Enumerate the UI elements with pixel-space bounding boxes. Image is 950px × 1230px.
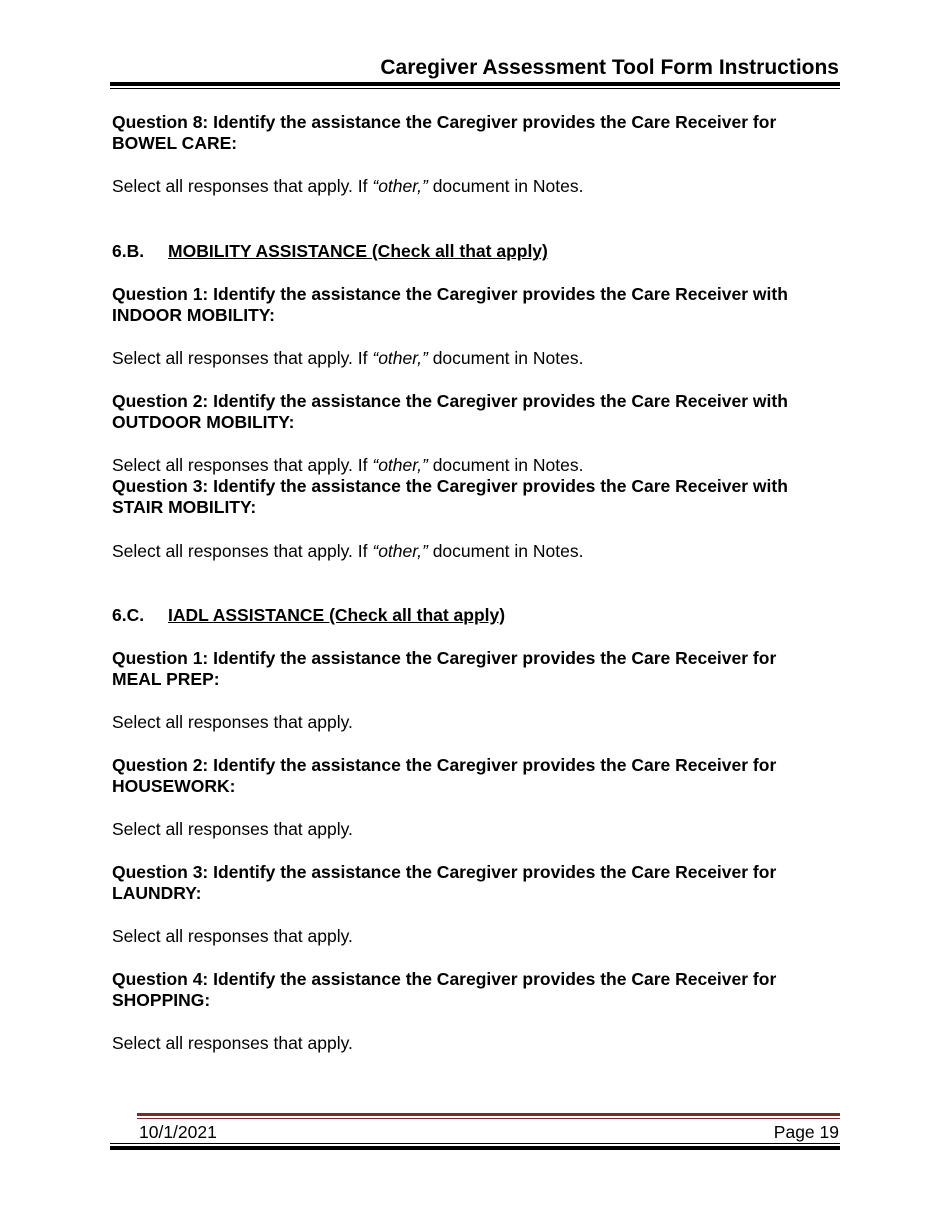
question-bowel-care: [112, 112, 840, 154]
question-text: Question 8: Identify the assistance the Caregiver provides the Care Receiver for: [112, 112, 777, 132]
section-heading-6b: [112, 241, 840, 262]
footer-rule-bottom-thick: [110, 1146, 840, 1150]
question-text: Question 2: Identify the assistance the Caregiver provides the Care Receiver with: [112, 391, 788, 411]
footer-rule-bottom-thin: [110, 1143, 840, 1144]
instruction-laundry: Select all responses that apply.: [112, 926, 353, 946]
question-topic: STAIR MOBILITY:: [112, 497, 257, 517]
instruction-meal-prep: Select all responses that apply.: [112, 712, 353, 732]
question-text: Question 1: Identify the assistance the Caregiver provides the Care Receiver for: [112, 648, 777, 668]
header-rule-thick: [110, 82, 840, 86]
question-outdoor-mobility: [112, 391, 840, 433]
question-stair-mobility: [112, 476, 840, 518]
instruction-stair-mobility: Select all responses that apply. If “other,” document in Notes.: [112, 541, 584, 561]
question-topic: LAUNDRY:: [112, 883, 202, 903]
instruction-outdoor-mobility: Select all responses that apply. If “other,” document in Notes.: [112, 455, 584, 475]
footer-rule-top-thin: [137, 1118, 840, 1119]
question-topic: OUTDOOR MOBILITY:: [112, 412, 295, 432]
question-topic: HOUSEWORK:: [112, 776, 236, 796]
instruction-shopping: Select all responses that apply.: [112, 1033, 353, 1053]
question-topic: INDOOR MOBILITY:: [112, 305, 275, 325]
section-number: 6.B.: [112, 241, 145, 261]
instruction-housework: Select all responses that apply.: [112, 819, 353, 839]
question-indoor-mobility: [112, 284, 840, 326]
header-rule-thin: [110, 88, 840, 89]
section-heading-6c: [112, 605, 840, 626]
question-text: Question 3: Identify the assistance the Caregiver provides the Care Receiver for: [112, 862, 777, 882]
question-laundry: [112, 862, 840, 904]
section-title: IADL ASSISTANCE (Check all that apply): [168, 605, 506, 625]
question-text: Question 4: Identify the assistance the Caregiver provides the Care Receiver for: [112, 969, 777, 989]
question-housework: [112, 755, 840, 797]
question-topic: MEAL PREP:: [112, 669, 220, 689]
instruction-bowel-care: Select all responses that apply. If “other,” document in Notes.: [112, 176, 584, 196]
question-text: Question 1: Identify the assistance the Caregiver provides the Care Receiver with: [112, 284, 788, 304]
footer-date: 10/1/2021: [139, 1122, 217, 1142]
footer-page-number: Page 19: [773, 1122, 839, 1142]
question-text: Question 3: Identify the assistance the Caregiver provides the Care Receiver with: [112, 476, 788, 496]
footer-rule-top-thick: [137, 1113, 840, 1116]
question-topic: SHOPPING:: [112, 990, 211, 1010]
question-text: Question 2: Identify the assistance the Caregiver provides the Care Receiver for: [112, 755, 777, 775]
section-title: MOBILITY ASSISTANCE (Check all that apply): [168, 241, 548, 261]
question-topic: BOWEL CARE:: [112, 133, 238, 153]
question-meal-prep: [112, 648, 840, 690]
document-header-title: Caregiver Assessment Tool Form Instructions: [380, 56, 839, 79]
instruction-indoor-mobility: Select all responses that apply. If “other,” document in Notes.: [112, 348, 584, 368]
question-shopping: [112, 969, 840, 1011]
section-number: 6.C.: [112, 605, 145, 625]
